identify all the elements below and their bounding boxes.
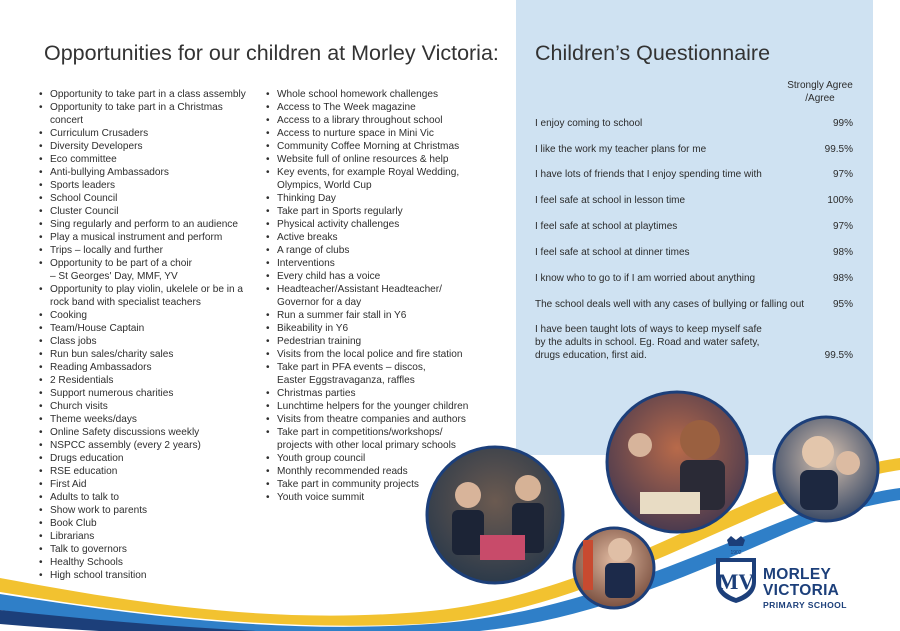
percent: 99.5% [824,144,853,155]
statement: I feel safe at school in lesson time [535,195,686,206]
list-item: • Librarians [38,530,248,543]
school-name-logo [763,567,847,611]
list-item: • First Aid [38,478,248,491]
logo-line-3: PRIMARY SCHOOL [763,600,847,610]
list-item: • Play a musical instrument and perform [38,231,248,244]
percent: 95% [832,299,853,310]
list-item: • Opportunity to play violin, ukelele or be in a rock band with specialist teachers [38,283,248,309]
list-item: • Access to The Week magazine [265,101,470,114]
statement: I know who to go to if I am worried about anything [535,273,756,284]
list-item: • Headteacher/Assistant Headteacher/ Governor for a day [265,283,470,309]
list-item: • NSPCC assembly (every 2 years) [38,439,248,452]
logo-line-1: MORLEY [763,566,832,583]
photo-boys-smiling [774,417,878,521]
list-item: • Cluster Council [38,205,248,218]
list-item: • Reading Ambassadors [38,361,248,374]
list-item: • Take part in Sports regularly [265,205,470,218]
list-item: • RSE education [38,465,248,478]
list-item: • Show work to parents [38,504,248,517]
statement: I feel safe at school at dinner times [535,247,690,258]
list-item: • Physical activity challenges [265,218,470,231]
list-item: • Monthly recommended reads [265,465,470,478]
statement: I like the work my teacher plans for me [535,144,707,155]
list-item: • Online Safety discussions weekly [38,426,248,439]
list-item: • Take part in community projects [265,478,470,491]
statement: I have been taught lots of ways to keep myself safe by the adults in school. Eg. Road and water safety, drugs education, first aid. [535,324,762,361]
list-item: • Key events, for example Royal Wedding, Olympics, World Cup [265,166,470,192]
list-item: • Opportunity to take part in a class assembly [38,88,248,101]
list-item: • Theme weeks/days [38,413,248,426]
percent: 97% [832,169,853,180]
list-item: • Class jobs [38,335,248,348]
list-item: • Christmas parties [265,387,470,400]
list-item: • Sports leaders [38,179,248,192]
list-item: • Bikeability in Y6 [265,322,470,335]
school-crest-logo [713,534,759,604]
list-item: • Access to nurture space in Mini Vic [265,127,470,140]
photo-reading-children [427,447,563,583]
percent: 98% [832,273,853,284]
percent: 99% [832,118,853,129]
opportunities-title: Opportunities for our children at Morley Victoria: [44,41,499,65]
list-item: • Diversity Developers [38,140,248,153]
list-item: • Interventions [265,257,470,270]
logo-line-2: VICTORIA [763,582,840,599]
list-item: • Support numerous charities [38,387,248,400]
percent: 97% [832,221,853,232]
list-item: • Access to a library throughout school [265,114,470,127]
list-item: • Community Coffee Morning at Christmas [265,140,470,153]
list-item: • Run bun sales/charity sales [38,348,248,361]
percent: 99.5% [824,350,853,361]
list-item: • Pedestrian training [265,335,470,348]
list-item: • Sing regularly and perform to an audience [38,218,248,231]
list-item: • Active breaks [265,231,470,244]
list-item: • Take part in competitions/workshops/ projects with other local primary schools [265,426,470,452]
photo-boy-tower [574,528,654,608]
column-header: Strongly Agree /Agree [787,80,853,104]
list-item: • Book Club [38,517,248,530]
list-item: • Thinking Day [265,192,470,205]
list-item: • Visits from the local police and fire station [265,348,470,361]
percent: 98% [832,247,853,258]
statement: I feel safe at school at playtimes [535,221,678,232]
list-item: • Every child has a voice [265,270,470,283]
list-item: • Church visits [38,400,248,413]
list-item: • Talk to governors [38,543,248,556]
list-item: • Take part in PFA events – discos, Easter Eggstravaganza, raffles [265,361,470,387]
list-item: • School Council [38,192,248,205]
list-item: • Run a summer fair stall in Y6 [265,309,470,322]
statement: The school deals well with any cases of bullying or falling out [535,299,805,310]
list-item: • Lunchtime helpers for the younger children [265,400,470,413]
percent: 100% [827,195,853,206]
list-item: • Healthy Schools [38,556,248,569]
list-item: • Opportunity to take part in a Christmas concert [38,101,228,127]
statement: I have lots of friends that I enjoy spending time with [535,169,762,180]
crest-monogram: MV [717,569,755,594]
statement: I enjoy coming to school [535,118,643,129]
list-item: • Drugs education [38,452,248,465]
questionnaire-title: Children’s Questionnaire [535,41,771,65]
crest-year: 1902 [730,550,742,556]
list-item: • Whole school homework challenges [265,88,470,101]
list-item: • Trips – locally and further [38,244,248,257]
list-item: • Visits from theatre companies and authors [265,413,470,426]
list-item: • 2 Residentials [38,374,248,387]
photo-girl-book [607,392,747,532]
list-item: • Team/House Captain [38,322,248,335]
list-item: • Youth voice summit [265,491,470,504]
list-item: • Curriculum Crusaders [38,127,248,140]
list-item: • Adults to talk to [38,491,248,504]
list-item: • A range of clubs [265,244,470,257]
list-item: • Cooking [38,309,248,322]
list-item: • Eco committee [38,153,248,166]
list-item: • Opportunity to be part of a choir – St Georges' Day, MMF, YV [38,257,248,283]
list-item: • Website full of online resources & help [265,153,470,166]
list-item: • Anti-bullying Ambassadors [38,166,248,179]
list-item: • High school transition [38,569,248,582]
list-item: • Youth group council [265,452,470,465]
